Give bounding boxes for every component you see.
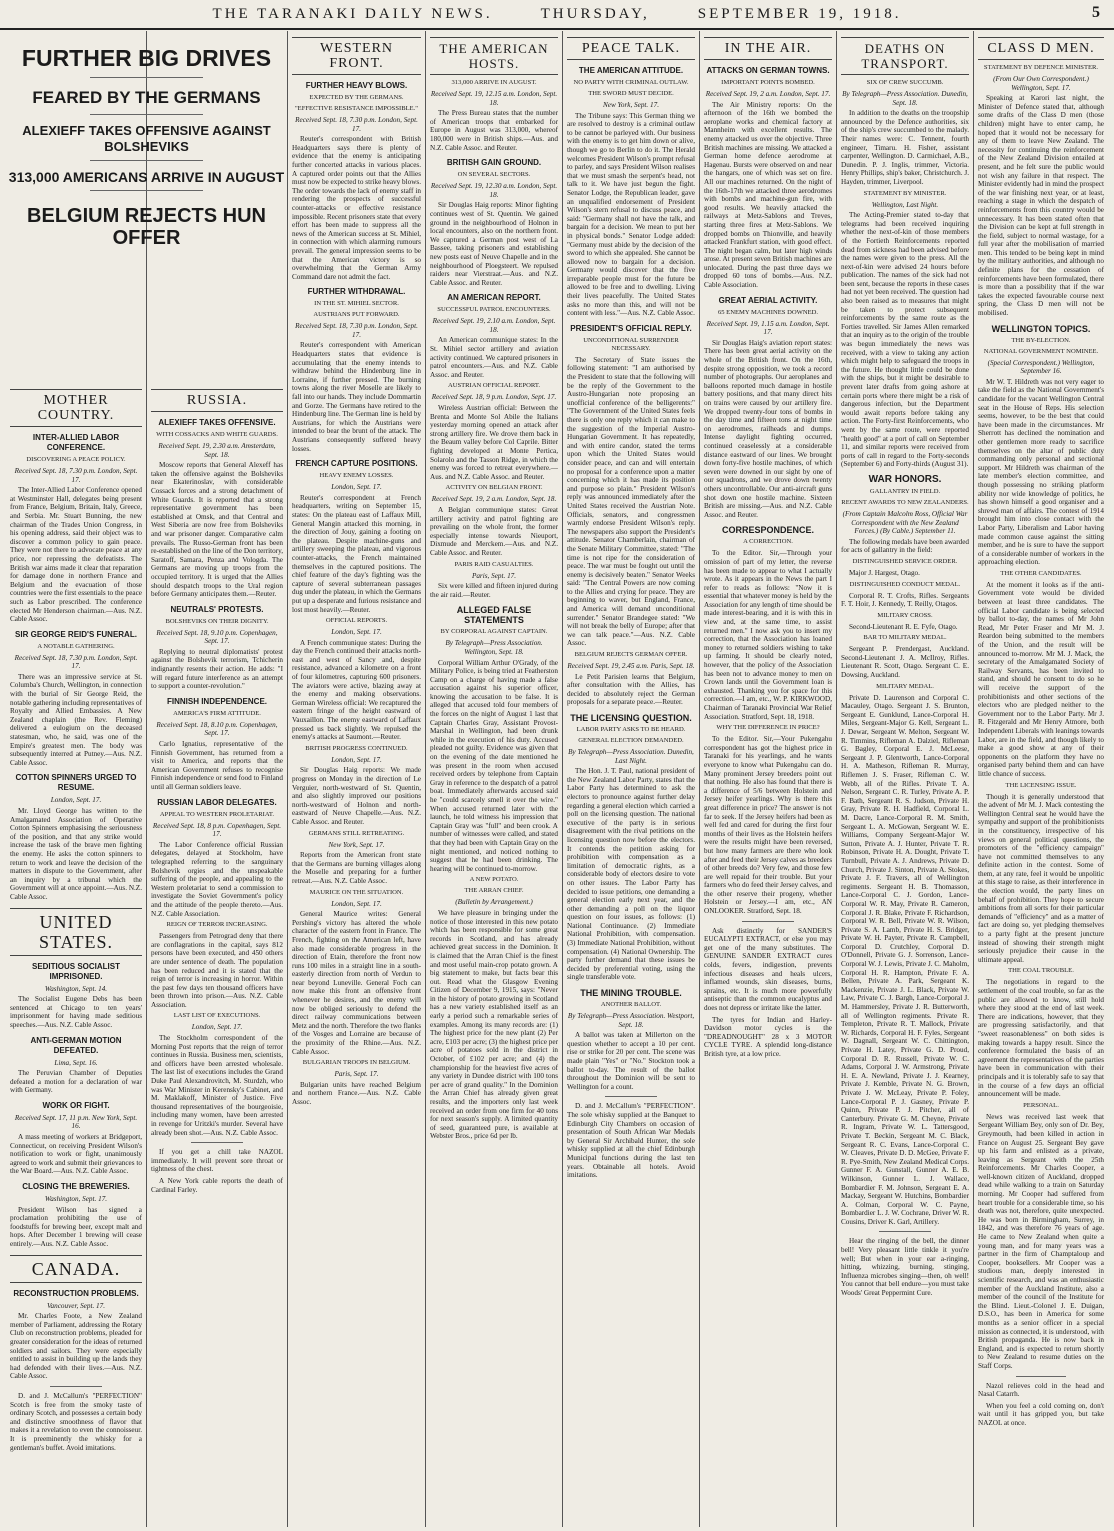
subheadline: STATEMENT BY DEFENCE MINISTER. <box>983 64 1099 71</box>
article-body: Sir Douglas Haig's aviation report states: There has been great aerial activity on the whole of the British front. On the 16th, despite strong opposition, we took a record number of photographs. Our aeroplanes and balloons reported much damage in hostile battery positions, and that many direct hits on trains were caused by our artillery fire. We dropped twenty-four tons of bombs in the day time and fifteen tons at night time on aerodromes, railheads and dumps. Intense daylight fighting occurred, continued ceaselessly at a considerable distance eastward of our lines. We brought down forty-five hostile machines, of which seven were downed in our sight by one of our squadrons, and we drove down twenty others uncontrollable. Our anti-aircraft guns shot down one hostile machine. Sixteen British are missing.—Aus. and N.Z. Cable Assoc. and Reuter. <box>704 338 832 519</box>
article-body: News was received last week that Sergeant William Bey, only son of Dr. Bey, Greymouth, had been killed in action in France on August 25. Sergeant Bey gave up his farm and enlisted as a private, leaving as Sergeant with the 25th Reinforcements. Mr Charles Cooper, a well-known citizen of Auckland, dropped dead while walking to a train on Saturday morning. Mr Cooper had suffered from heart trouble for a considerable time, so his death was not, therefore, quite unexpected. He was born in Birmingham, Surrey, in 1842, and was therefore 76 years of age. He came to New Zealand when quite a young man, and for many years was a partner in the firm of Champtaloup and Cooper, booksellers. Mr Cooper was a studious man, deeply interested in scientific research, and was an enthusiastic member of the Auckland Institute, also a member of the council of the Institute for the Blind. Lieut.-Colonel J. E. Duigan, D.S.O., has been in America for some months as a senior officer in a special mission as connected, it is understood, with British propaganda. He is now back in England, and is expected to return shortly to New Zealand to resume duties on the Staff Corps. <box>978 1112 1104 1370</box>
subheadline: GALLANTRY IN FIELD. <box>869 487 941 495</box>
subheadline: ACTIVITY ON BELGIAN FRONT. <box>445 484 543 492</box>
headline: FURTHER HEAVY BLOWS. <box>305 81 408 90</box>
headline: COTTON SPINNERS URGED TO RESUME. <box>15 773 137 793</box>
masthead-date: SEPTEMBER 19, 1918. <box>697 5 902 22</box>
subheadline: 65 ENEMY MACHINES DOWNED. <box>717 308 819 316</box>
lead-subheadline: FEARED BY THE GERMANS <box>32 88 261 107</box>
column-8 <box>974 31 1108 1527</box>
subheadline: "EFFECTIVE RESISTANCE IMPOSSIBLE." <box>294 105 418 112</box>
article-body: To the Editor. Sir,—Your Pukengahu correspondent has got the highest price in Taranaki for his yearlings, and he wants everyone to know what Pukengahu can do. Many prominent Jersey breeders point out that nothing. He also has found that there is a difference of 5/6 between Holstein and Jersey heifer yearlings. Why is there this great difference in price? The answer is not far to seek. If the Jersey heifers had been as well fed and cared for during the first four months of their lives as the Holstein heifers were the results might have been reversed, but how many farmers are there who look after and feed their Jersey calves as breeders of other breeds do? Very few, and those few are well repaid for their trouble. But your farmers who do feed their Jersey calves, and the other reserve their progeny, whether Holstein or Jersey.—I am, etc., AN ONLOOKER. Stratford, Sept. 18. <box>704 735 832 916</box>
dateline: (Bulletin by Arrangement.) <box>455 898 533 907</box>
dateline: Paris, Sept. 17. <box>334 1070 379 1079</box>
dateline: New York, Sept. 17. <box>328 840 385 849</box>
subheadline: A NEW POTATO. <box>469 876 519 884</box>
dateline: London, Sept. 17. <box>50 796 102 805</box>
article-body: Sir Douglas Haig reports: Minor fighting continues west of St. Quentin. We gained ground in the neighbourhood of Holnon in local encounters, also on the northern front. We captured a German post west of La Bassee, taking prisoners and establishing new posts east of Neuve Chapelle and in the neighbourhood of Ploegsteert. We repulsed raiders near Vierstraat.—Aus. and N.Z. Cable Assoc. and Reuter. <box>430 201 558 287</box>
subheadline: BOLSHEVIKS ON THEIR DIGNITY. <box>165 617 269 625</box>
section-american-hosts: THE AMERICAN HOSTS. <box>430 37 558 75</box>
headline: ALLEGED FALSE STATEMENTS <box>456 605 532 626</box>
headline: PRESIDENT'S OFFICIAL REPLY. <box>570 323 692 333</box>
subheadline: STATEMENT BY MINISTER. <box>863 189 947 197</box>
headline: SIR GEORGE REID'S FUNERAL. <box>15 629 137 639</box>
subheadline: THE LICENSING ISSUE. <box>1005 781 1077 789</box>
article-body: Mr. Lloyd George has written to the Amalgamated Association of Operative Cotton Spinners emphasising the seriousness of the position, and that any strike would increase the task of the brave men fighting the enemy. He asks the cotton spinners to return to work and leave the decision of the matters in dispute to the Government, after an inquiry by a tribunal which the Government will at once appoint.—Aus. N.Z. Cable Assoc. <box>10 807 142 901</box>
dateline: New York, Sept. 17. <box>602 101 660 109</box>
article-body: The Inter-Allied Labor Conference opened at Westminster Hall, delegates being present from France, Belgium, Britain, Italy, Greece, and Serbia. Mr. Stuart Bunning, the new chairman of the Trades Union Congress, in his opening address, said their object was to discover a common policy to gain peace. They were not there to advocate peace at any price, nor repressing the defeatists. The British war aims made it clear that reparation for damage done in northern France and Belgium and the evacuation of those countries were the first essentials to the peace such as Labor prescribed. The conference elected Mr Henderson chairman.—Aus. N.Z. Cable Assoc. <box>10 486 142 624</box>
dateline: London, Sept. 17. <box>331 899 382 908</box>
lead-headline: FURTHER BIG DRIVES <box>21 45 272 71</box>
dateline: Received Sept. 19, 2.10 a.m. London, Sept. 18. <box>432 317 556 334</box>
subheadline: HEAVY ENEMY LOSSES. <box>319 472 394 480</box>
subheadline: THE OTHER CANDIDATES. <box>1000 569 1082 577</box>
subheadline: BELGIUM REJECTS GERMAN OFFER. <box>574 651 688 659</box>
dateline: Received Sept. 17, 11 p.m. New York, Sept. 16. <box>14 1113 138 1131</box>
lead-subheadline: BELGIUM REJECTS HUN OFFER <box>27 205 266 249</box>
subheadline: THE SWORD MUST DECIDE. <box>588 90 674 97</box>
subheadline: LABOR PARTY ASKS TO BE HEARD. <box>576 726 686 733</box>
advertisement: If you get a chill take NAZOL immediately. It will prevent sore throat or tightness of the chest. <box>151 1148 283 1174</box>
column-7 <box>837 31 974 1527</box>
section-deaths-on-transport: DEATHS ON TRANSPORT. <box>841 37 969 75</box>
article-body: Mr W. T. Hildreth was not very eager to take the field as the National Government's candidate for the vacant Wellington Central seat in the House of Reps. His selection seems, however, to be the best that could have been made in the circumstances. Mr Sherrott has declined the nomination and other gentlemen more ready to sacrifice themselves on the altar of public duty commanding only personal and sectional support. Mr Hildreth was chairman of the late member's election committee, and though possessing no striking platform ability nor wide knowledge of politics, he has shown himself a good organiser and a shrewd man of affairs. The contest of 1914 brought him into close contact with the Labor Party, Liberalism and Labor having made common cause against the sitting member, and he is sure to have the support of a considerable number of workers in the approaching election. <box>978 377 1104 567</box>
article-body: Reports from the American front state that the Germans are burning villages along the Moselle and preparing for a further retreat.—Aus. N.Z. Cable Assoc. <box>292 851 421 885</box>
headline: SEDITIOUS SOCIALIST IMPRISONED. <box>31 961 120 981</box>
section-mother-country: MOTHER COUNTRY. <box>10 389 142 427</box>
headline: RUSSIAN LABOR DELEGATES. <box>157 797 277 807</box>
dateline: Received Sept. 18, 9 p.m. London, Sept. 17. <box>431 393 557 402</box>
subheadline: DISTINGUISHED CONDUCT MEDAL. <box>849 580 961 588</box>
article-body: President Wilson has signed a proclamation prohibiting the use of foodstuffs for brewing beer, except malt and hops. After December 1 brewing will cease entirely.—Aus. N.Z. Cable Assoc. <box>10 1205 142 1248</box>
headline: WAR HONORS. <box>868 473 942 485</box>
dateline: Washington, Sept. 17. <box>44 1195 108 1204</box>
article-body: The following medals have been awarded for acts of gallantry in the field: <box>841 537 969 555</box>
article-body: Private D. Laurenson and Corporal C. Macauley, Otago. Sergeant J. S. Brunton, Sergeant E. Gunklund, Lance-Corporal H. Miles, Sergeant-Major G. Kell, Sergeant L. J. Dewar, Sergeant W. Melton, Sergeant W. R. Timmins, Rifleman A. Dalziel, Rifleman G. Bagley, Corporal E. J. McLeese, Sergeant J. P. Glentworth, Lance-Corporal H. A. Matheson, Rifleman R. Murray, Riflemen J. S. Fraser, Rifleman C. W. Webb, all of the Rifles. Private T. A. Nelson, Sergeant C. R. Turley, Private A. P. F. Bath, Sergeant R. S. Judson, Private H. Gray, Private R. H. Hadfield, Corporal L. M. Dacre, Lance-Corporal R. M. Smith, Sergeant L. A. McGowan, Sergeant W. E. Williams, Company Sergeant-Major W. Sutton, Private A. J. Hunter, Private T. R. Robinson, Private H. A. Dought, Private T. Turnbull, Private A. J. Andrews, Private D. Church, Private J. Sinton, Private A. Stokes, Private J. F. Travers, all of Wellington regiments. Sergeant H. B. Thomasson, Lance-Corporal C. J. Gordon, Lance-Corporal W. R. May, Private R. Cameron, Corporal J. R. Blake, Private F. Richardson, Corporal W. R. Bell, Private W. R. Wilson, Private S. A. Lamb, Private H. S. Bridger, Private W. H. Payter, Private R. Campbell, Corporal D. Crutchley, Corporal D. O'Donnell, Private G. J. Sorrenson, Lance-Corporal W. J. Lewis, Private J. C. Maholm, Corporal H. R. Hampton, Private F. A. Bellen, Private A. Park, Sergeant K. Mackenzie, Private J. L. Black, Private W. Law, Private C. J. Bargh, Lance-Corporal J. M. Hammersley, Private J. R. Butterworth, all of Wellington regiments. Private R. Templeton, Private R. T. Mallock, Private W. Richards, Corporal H. F. Fyles, Sergeant W. Dagnall, Sergeant W. C. Chittington, Private H. Latey, Private G. D. Proud, Corporal D. R. Russell, Private W. C. Adams, Corporal J. W. Armstrong, Private H. E. A. Newland, Private J. J. Kearney, Private J. Kemble, Private N. G. Brown, Private J. W. McLeay, Private P. Foley, Lance-Corporal P. J. Gasney, Private P. Quinn, Private P. J. Pitcher, all of Canterbury. Private G. M. Cheyne, Private R. Ingram, Private W. L. Tattersgood, Private T. Beckin, Sergeant M. C. Black, Sergeant R. C. Evans, Lance-Corporal C. W. Cleaves, Private D. D. McGee, Private F. R. Pye-Smith, New Zealand Medical Corps. Gunner F. A. Gunstall, Gunner A. E. B. Wilkinson, Gunner L. J. Wallace, Bombardier F. M. Johnson, Sergeant E. A. Mackay, Sergeant W. Hutchins, Bombardier A. Colman, Corporal W. C. Payne, Bombardier L. J. W. Cochrane, Driver W. R. Cousins, Driver K. Garl, Artillery. <box>841 693 969 1226</box>
article-body: In addition to the deaths on the troopship announced by the Defence authorities, six of the ship's crew succumbed to the malady. Their names were: C. Tennent, fourth engineer, Timaru. H. Fisher, assistant carpenter, Wellington. D. Carmichael, A.B., Dunedin. P. J. Inglis, trimmer, Victoria. Henry Phillips, ship's baker, Christchurch. J. Hayden, trimmer, Liverpool. <box>841 109 969 186</box>
dateline: Received Sept. 19, 1.15 a.m. London, Sept. 17. <box>706 319 830 337</box>
headline: WELLINGTON TOPICS. <box>991 323 1091 334</box>
article-body: The Secretary of State issues the following statement: "I am authorised by the President to state that the following will be the reply of the Government to the Austro-Hungarian note proposing an unofficial conference of the belligerents:" "The Government of the United States feels there is only one reply which it can make to the suggestion of the Imperial Austro-Hungarian Government. It has repeatedly, and with entire candor, stated the terms upon which the United States would consider peace, and can and will entertain no proposal for a conference upon a matter concerning which it has made its position and purpose so plain." President Wilson's reply was announced immediately after the United States received the Austrian Note. Officials, senators, and congressmen warmly endorse President Wilson's reply. The newspapers also support the President's attitude. Senator Chamberlain, chairman of the Senate Military Committee, stated: "The time is not ripe for the consideration of peace. The war must be fought out until the enemy is decisively beaten." Senator Weeks said: "The Central Powers are now coming to the Allies and crying for peace. They are beginning to waver, but England, France, and America will demand unconditional surrender." Senator Brandegee stated: "We will not break the belly of Europe; after that we can talk peace."—Aus. N.Z. Cable Assoc. <box>567 355 695 648</box>
article-body: Wireless Austrian official: Between the Brenta and Monte Sol Abile the Italians yesterday morning opened an attack after strong artillery fire. We drove them back in the Beaum valley before Col Caprile. Bitter fighting developed at Monte Pertica, Solarolo and the Tasson Ridge, in which the enemy was forced to retreat everywhere.—Aus. and N.Z. Cable Assoc. and Reuter. <box>430 404 558 481</box>
article-body: The Acting-Premier stated to-day that telegrams had been received inquiring whether the next-of-kin of those members of the Fortieth Reinforcements reported dead from sickness had been advised before the names were given to the press. All the next-of-kin were advised 24 hours before publication. The names of the sick had not been sent, because the reports in these cases had not yet been received. The question had also been raised as to measures that might be taken to protect subsequent reinforcements by the same route as the Forties travelled. Sir James Allen remarked that an inquiry as to the origin of the trouble was begun immediately the news was received, with a view to taking any action which might help to safeguard the troops in the future. He thought little could be done with the ships, but it might be desirable to prevent later drafts from going ashore at certain ports where there might be a risk of dangerous infection, but the Department would await reports before taking any action. The Forty-first Reinforcements, who went by the same route, were reported "health good" at a port of call on September 11, and similar reports were received from ports of call in regard to the Forty-seconds (September 6) and Forty-thirds (August 31). <box>841 211 969 469</box>
article-body: Though it is generally understood that the advent of Mr M. J. Mack contesting the Wellington Central seat he would have the sympathy and support of the prohibitionists in the constituency, irrespective of his views on general political questions, the promoters of the "efficiency campaign" have not committed themselves to any definite action in the contest. Some of them, at any rate, feel it would be unpolitic at this stage to raise, as their interference in the election would, the party lines on behalf of prohibition. They hope to secure ambitions from all sorts for their particular demands of "efficiency" and as a matter of fact are doing so, yet pledging themselves to a party fight at the present juncture instead of showing their strength might seriously prejudice their cause in the ultimate appeal. <box>978 792 1104 964</box>
subheadline: APPEAL TO WESTERN PROLETARIAT. <box>159 810 275 818</box>
advertisement: When you feel a cold coming on, don't wait until it has gripped you, but take NAZOL at once. <box>978 1401 1104 1427</box>
article-body: Sergeant P. Prendergast, Auckland. Second-Lieutenant J. A. McIlroy, Rifles. Lieutenant R. Scott, Otago. Sergeant C. E. Dowsing, Auckland. <box>841 645 969 680</box>
subheadline: EXPECTED BY THE GERMANS. <box>309 94 404 101</box>
subheadline: DISCOVERING A PEACE POLICY. <box>26 456 126 463</box>
dateline: Wellington, Last Night. <box>871 200 939 209</box>
column-3 <box>288 31 426 1527</box>
section-russia: RUSSIA. <box>151 389 283 412</box>
headline: BRITISH GAIN GROUND. <box>446 158 542 168</box>
headline: AN AMERICAN REPORT. <box>447 293 541 303</box>
article-body: Reuter's correspondent with American Headquarters states that evidence is accumulating that the enemy intends to withdraw behind the Hindenburg line in Lorraine, if further pressed. The burning towns along the river Moselle are likely to fall into our hands. They include Dommartin and Gorze. The Germans have retired to the Hindenburg line. The German line is held by Austrians, for which the Austrians were intended to bear the brunt of the attack. The Austrians consequently suffered heavy losses. <box>292 341 421 453</box>
headline: CLOSING THE BREWERIES. <box>22 1182 130 1192</box>
article-body: We have pleasure in bringing under the notice of those interested in this new potato which has been responsible for some great records in Scotland, and has already achieved great success in the Dominion. It is claimed that the Arran Chief is the finest and most useful main-crop potato grown. A big statement to make, but facts bear this out. Read what the Glasgow Evening Citizen of December 9, 1915, says: "Never in the history of potato growing in Scotland has a new variety established itself as an early a period such a remarkable series of examples. Among its many records are: (1) The highest price for the new plant (2) Per acre, £103 per acre; (3) the highest price per acre of potatoes sold in the district in October, of £102 per acre; and (4) the championship for the heaviest five acres of any variety in Dundee district with 100 tons per acre of grand quality." In the Dominion the Arran Chief has already given great results, and the importers only last week received an order from one firm for 40 tons for next season's supply. A limited quantity of seed, guaranteed pure, is available at Webster Bros., price 6d per lb. <box>430 908 558 1141</box>
subheadline: THE ARRAN CHIEF. <box>464 887 524 895</box>
subheadline: IN THE ST. MIHIEL SECTOR. <box>314 300 399 308</box>
subheadline: BY CORPORAL AGAINST CAPTAIN. <box>440 628 548 636</box>
headline: INTER-ALLIED LABOR CONFERENCE. <box>32 433 120 452</box>
subheadline: OFFICIAL REPORTS. <box>325 617 388 625</box>
dateline: Received Sept. 18, 7.30 p.m. London, Sept. 17. <box>14 467 138 484</box>
subheadline: ON SEVERAL SECTORS. <box>457 171 531 179</box>
headline: ATTACKS ON GERMAN TOWNS. <box>706 66 830 75</box>
headline: FRENCH CAPTURE POSITIONS. <box>295 459 418 469</box>
article-body: There was an impressive service at St. Columba's Church, Wellington, in connection with the burial of Sir George Reid, the notable gathering including representatives of Royalty and Allied Embassies. A New Zealand chaplain (the Rev. Fleming) delivered a eulogium on the deceased statesman, who, he said, was one of the Empire's greatest men. The body was subsequently interred at Putney.—Aus. N.Z. Cable Assoc. <box>10 672 142 767</box>
headline: THE MINING TROUBLE. <box>580 988 682 999</box>
subheadline: 313,000 ARRIVE IN AUGUST. <box>451 79 537 86</box>
subheadline: PARIS RAID CASUALTIES. <box>454 560 534 568</box>
subheadline: GERMANS STILL RETREATING. <box>308 829 405 837</box>
subheadline: BRITISH PROGRESS CONTINUED. <box>305 744 408 752</box>
subheadline: IMPORTANT POINTS BOMBED. <box>721 79 815 86</box>
section-western-front: WESTERN FRONT. <box>292 37 421 75</box>
dateline: (Special Correspondent.) Wellington, September 16. <box>987 358 1095 376</box>
page-number: 5 <box>1092 4 1100 21</box>
subheadline: WHY THE DIFFERENCE IN PRICE? <box>716 724 820 732</box>
article-body: A Belgian communique states: Great artillery activity and patrol fighting are prevailing on the whole front, the former especially intense towards Nieuport, Dixmude and Merckem.—Aus. and N.Z. Cable Assoc. and Reuter. <box>430 505 558 557</box>
masthead <box>0 0 1114 30</box>
article-body: Bulgarian units have reached Belgium and northern France.—Aus. N.Z. Cable Assoc. <box>292 1080 421 1106</box>
subheadline: AUSTRIAN OFFICIAL REPORT. <box>447 382 541 390</box>
article-body: At the moment it looks as if the anti-Government vote would be divided between at least three candidates. The official Labor candidate is being selected by ballot to-day, the names of Mr John Read, Mr Peter Fraser and Mr M. J. Reardon being submitted to the members of the Union, and the result will be announced to-morrow. Mr M. J. Mack, the secretary of the Amalgamated Society of Railway Servants, has been invited to stand, and should he consent to do so he will receive the support of the prohibitionists and other sections of the electors who are pledged neither to the Government nor to the Labor Party. Mr J. R. Fitzgerald and Mr Henry Atmore, both Independent Liberals with leanings towards Labor, are in the field, and though likely to make a good show at any of their opponents on the platform they have no organised party behind them and can have little chance of success. <box>978 580 1104 778</box>
article-body: Second-Lieutenant R. E. Fyfe, Otago. <box>849 622 958 631</box>
subheadline: WITH COSSACKS AND WHITE GUARDS. <box>156 431 278 438</box>
section-in-the-air: IN THE AIR. <box>704 37 832 60</box>
dateline: London, Sept. 17. <box>331 483 382 492</box>
dateline: Received Sept. 19, 12.15 a.m. London, Sept. 18. <box>430 90 558 107</box>
subheadline: NO PARTY WITH CRIMINAL OUTLAW. <box>573 79 689 86</box>
article-body: Reuter's correspondent at French headquarters, writing on September 15, states: On the plateau east of Laffaux Mill, General Mangin attacked this morning, in the direction of Jouy, gaining a footing on the plateau. Despite machine-guns and artillery sweeping the plateau, and vigorous counter-attacks, the French maintained themselves in the captured positions. The chief feature of the day's fighting was the capture of several subterranean passages dug under the plateau, in which the Germans put up a desperate and furious resistance and lost most heavily.—Reuter. <box>292 493 421 614</box>
subheadline: MILITARY CROSS. <box>877 611 933 619</box>
dateline: Received Sept. 19, 12.30 a.m. London, Sept. 18. <box>430 182 558 199</box>
article-body: A ballot was taken at Millerton on the question whether to accept a 10 per cent. rise or strike for 20 per cent. The scene was made plain "Yes" or "No." Stockton took a ballot to-day. The result of the ballot throughout the Dominion will be sent to Wellington for a count. <box>567 1031 695 1091</box>
subheadline: MILITARY MEDAL. <box>876 682 934 690</box>
subheadline: REIGN OF TERROR INCREASING. <box>166 921 268 929</box>
headline: THE LICENSING QUESTION. <box>570 713 692 723</box>
article-body: Corporal R. T. Crofts, Rifles. Sergeants F. T. Hoir, J. Kennedy, T. Reilly, Otagos. <box>841 591 969 609</box>
article-body: Carlo Ignatius, representative of the Finnish Government, has returned from a visit to America, and reports that the American Government refuses to recognise Finnish independence or send food to Finland until all German soldiers leave. <box>151 740 283 791</box>
subheadline: A CORRECTION. <box>743 538 793 546</box>
article-body: Moscow reports that General Alexeff has taken the offensive against the Bolsheviks near Ekaterinoslav, with considerable Cossack forces and a strong detachment of White Guards. It is reported that a strong representative government has been established at Omsk, and that Central and West Siberia are now free from Bolsheviks and war prisoner danger. Comparative calm prevails. The Russo-German front has been re-established on the line of the Don territory, Saratoff, Samara, Penza and Vologda. The Germans are moving up troops from the occupied territory. It is urged that the Allies should despatch troops to the Ural region before Germany anticipates them.—Reuter. <box>151 461 283 599</box>
headline: FURTHER WITHDRAWAL. <box>307 287 406 297</box>
dateline: By Telegraph—Press Association. Wellington, Sept. 18. <box>445 639 543 656</box>
column-6 <box>700 31 837 1527</box>
article-body: Reuter's correspondent with British Headquarters says there is plenty of evidence that the enemy is anticipating further concerted attacks in various places. A captured order points out that the Allies must now be expected to strike heavy blows. The order towards the lack of enemy staff in rendering the prospects of successful counter-attacks or effective resistance impossible. Recent prisoners state that every effort has been made to suppress all the news of the American success at St. Mihiel, in connection with which alarming rumours prevail. The general impression seems to be that the American victory is so overwhelming that the German Army Command dare not admit the fact. <box>292 135 421 281</box>
subheadline: THE BY-ELECTION. <box>1011 336 1071 344</box>
masthead-title: THE TARANAKI DAILY NEWS. <box>212 5 493 22</box>
dateline: Washington, Sept. 14. <box>44 984 108 993</box>
subheadline: BAR TO MILITARY MEDAL. <box>863 634 947 642</box>
subheadline: THE COAL TROUBLE. <box>1008 967 1074 975</box>
article-body: Speaking at Karori last night, the Minister of Defence stated that, although some drafts of the Class D men (those children) might have to enter camp, he hoped that it would not be necessary for any of them to leave New Zealand. The necessity for continuing the reinforcement of the New Zealand Division entailed at present, and he felt sure the public would not wish any failure in that respect. The Minister evidently had in mind the prospect of the war finishing next year, or at least, reaching a stage in which the despatch of reinforcements from this country would be unnecessary. It has been stated often that the Division can be kept at full strength in the field, subject to normal wastage, for a full year after the mobilisation of married men. This tended to be being kept in mind by the military authorities, and although no definite plans for the cessation of reinforcements have been formulated, there is more than a possibility that if the war takes the expected favourable course next spring, the Class D men will not be mobilised. <box>978 94 1104 318</box>
subheadline: SIX OF CREW SUCCUMB. <box>866 79 944 86</box>
dateline: Received Sept. 19, 2.30 a.m. Amsterdam, Sept. 18. <box>158 442 276 459</box>
article-body: A mass meeting of workers at Bridgeport, Connecticut, on receiving President Wilson's notification to work or fight, unanimously agreed to work and submit their grievances to the War Board.—Aus. N.Z. Cable Assoc. <box>10 1133 142 1176</box>
lead-subheadline: ALEXIEFF TAKES OFFENSIVE AGAINST BOLSHEVIKS <box>22 123 271 154</box>
dateline: Received Sept. 18, 8 p.m. Copenhagen, Sept. 17. <box>152 821 282 839</box>
dateline: Received Sept. 18, 8.10 p.m. Copenhagen, Sept. 17. <box>156 720 278 738</box>
article-body: The Tribune says: This German thing we are resolved to destroy is a criminal outlaw to be cannot be parleyed with. Our business with the enemy is to get him down or alive, though we go to Berlin to do it. The Herald welcomes President Wilson's prompt refusal to parley, and says President Wilson realises that we must smash the serpent's head, not talk to it. We have just begun the fight. Senator Lodge, the Republican leader, gave an unqualified endorsement of President Wilson's stern refusal to discuss peace, and said: "Germany shall not have the talk, and bargain for a decision. We mean to put her in physical bonds." Senator Lodge added: "Germany must abide by the decision of the sword to which she appealed. She cannot be allowed now to bargain for a decision. Germany would discover that the five irreparable people must for the future be allowed to be free and to dwelling. Living their lives peacefully. The United States asks no more than this, and will not be content with less."—Aus. N.Z. Cable Assoc. <box>567 111 695 318</box>
section-class-d-men: CLASS D MEN. <box>978 37 1104 60</box>
dateline: By Telegraph—Press Association. Dunedin, Sept. 18. <box>842 90 968 107</box>
advertisement: The tyres for Indian and Harley-Davidson motor cycles is the "DREADNOUGHT" 28 x 3 MOTOR CYCLE TYRE. A splendid long-distance British tyre, at a low price. <box>704 1015 832 1058</box>
dateline: By Telegraph—Press Association. Westport, Sept. 18. <box>567 1012 695 1029</box>
article-body: The Air Ministry reports: On the afternoon of the 16th we bombed the aeroplane works and chemical factory at Mannheim with excellent results. The enemy attacked us over the objective. Three British machines are missing. We attacked a German home defence aerodrome at Hagenau. Bursts were observed on and near the hangars, one of which was set on fire. All our machines returned. On the night of the 16th-17th we attacked three aerodromes with bombs and machine-gun fire, with good results. We heavily attacked the railways at Metz-Sablons and Treves, starting three fires at Metz-Sablons. We dropped bombs on Thionville, and heavily attacked Frankfurt station, with good effect. The night began calm, but later high winds arose. At present seven British machines are unlocated. During the past three days we dropped 60 tons of bombs.—Aus. N.Z. Cable Association. <box>704 100 832 290</box>
dateline: Paris, Sept. 17. <box>471 571 517 580</box>
dateline: (From Captain Malcolm Ross, Official War Correspondent with the New Zealand Forces.) (By Cable.) September 11. <box>842 509 968 536</box>
headline: CORRESPONDENCE. <box>721 525 814 536</box>
section-united-states: UNITED STATES. <box>10 908 142 956</box>
dateline: Received Sept. 18, 7.30 p.m. London, Sept. 17. <box>295 322 418 339</box>
article-body: The Peruvian Chamber of Deputies defeated a motion for a declaration of war with Germany. <box>10 1069 142 1095</box>
dateline: Received Sept. 19, 2 a.m. London, Sept. 18. <box>431 495 557 504</box>
article-body: Mr. Charles Foote, a New Zealand member of Parliament, addressing the Rotary Club on reconstruction problems, pleaded for greater consideration for the ideas of returned soldiers and sailors. They were especially entitled to assist in building up the lands they had defended with their lives.—Aus. N.Z. Cable Assoc. <box>10 1312 142 1381</box>
dateline: Received Sept. 18, 7.30 p.m. London, Sept. 17. <box>295 116 418 133</box>
article-body: The Socialist Eugene Debs has been sentenced at Chicago to ten years' imprisonment for having made seditious speeches.—Aus. N.Z. Cable Assoc. <box>10 995 142 1029</box>
section-canada: CANADA. <box>10 1255 142 1283</box>
advertisement: D. and J. McCallum's "PERFECTION" Scotch is free from the smoky taste of ordinary Scotch, and possesses a certain body and distinctive smoothness of flavor that makes it a revelation to even the connoisseur. It is preeminently the whisky for a gentleman's buffet. Avoid imitations. <box>10 1391 142 1452</box>
subheadline: GENERAL ELECTION DEMANDED. <box>578 737 684 744</box>
subheadline: PERSONAL. <box>1023 1101 1059 1109</box>
headline: FINNISH INDEPENDENCE. <box>166 696 267 706</box>
subheadline: AUSTRIANS PUT FORWARD. <box>313 311 400 319</box>
dateline: (From Our Own Correspondent.) Wellington, Sept. 17. <box>993 75 1089 92</box>
subheadline: ANOTHER BALLOT. <box>600 1001 662 1009</box>
dateline: Received Sept. 18, 7.30 p.m. London, Sept. 17. <box>14 653 138 671</box>
columns <box>6 31 1108 1527</box>
article-body: The Press Bureau states that the number of American troops that embarked for Europe in August was 313,000, whereof 180,000 were in British ships.—Aus. and N.Z. Cable Assoc. and Reuter. <box>430 109 558 152</box>
dateline: London, Sept. 17. <box>331 628 382 637</box>
article-body: Major J. Hargest, Otago. <box>849 568 920 577</box>
article-body: A New York cable reports the death of Cardinal Farley. <box>151 1176 283 1194</box>
headline: RECONSTRUCTION PROBLEMS. <box>13 1288 139 1298</box>
article-body: Six were killed and fifteen injured during the air raid.—Reuter. <box>430 582 558 599</box>
dateline: London, Sept. 17. <box>191 1023 243 1032</box>
subheadline: NATIONAL GOVERNMENT NOMINEE. <box>983 347 1099 355</box>
subheadline: RECENT AWARDS TO NEW ZEALANDERS. <box>841 498 969 506</box>
headline: NEUTRALS' PROTESTS. <box>170 604 264 614</box>
lead-subheadline: 313,000 AMERICANS ARRIVE IN AUGUST <box>8 169 285 185</box>
article-body: Le Petit Parisien learns that Belgium, after consultation with the Allies, has decided to absolutely reject the German proposals for a separate peace.—Reuter. <box>567 672 695 707</box>
article-body: An American communique states: In the St. Mihiel sector artillery and aviation activity continued. We captured prisoners in patrol encounters.—Aus. and N.Z. Cable Assoc. and Reuter. <box>430 336 558 379</box>
article-body: The Hon. J. T. Paul, national president of the New Zealand Labor Party, states that the Labor Party has determined to ask the electors to pronounce against further delay regarding a general election which carried a poll on the licensing question. The national executive of the party is in serious disagreement with the rival petitions on the licensing question now before the electors. It contends the petition asking for prohibition with compensation as a limitation of democratic rights, as a considerable body of electors desire to vote on other issues. The Labor Party has decided to issue petitions, one demanding a general election early next year, and the other demanding a poll on the liquor question on four issues, as follows: (1) National Continuance. (2) Immediate National Prohibition, with compensation. (3) Immediate National Prohibition, without compensation. (4) National Ownership. The party further demand that these issues be decided by preferential voting, using the single transferable vote. <box>567 767 695 982</box>
dateline: Vancouver, Sept. 17. <box>46 1301 106 1310</box>
subheadline: LAST LIST OF EXECUTIONS. <box>173 1012 261 1020</box>
article-body: The Stockholm correspondent of the Morning Post reports that the reign of terror continues in Russia. Business men, scientists, and officers have been arrested wholesale. The last list of executions includes the Grand Duke Paul Alexandrovitch, M. Sturdzh, who was War Minister in Kerensky's Cabinet, and M. Maklakoff, Minister of Justice. Five thousand representatives of the bourgeoisie, including many women, have been arrested in revenge for Uritzki's murder. Several have already been shot.—Aus. N.Z. Cable Assoc. <box>151 1034 283 1137</box>
subheadline: MAURICE ON THE SITUATION. <box>309 888 404 896</box>
article-body: General Maurice writes: General Pershing's victory has altered the whole character of the eastern front in France. The French, fighting on the American left, have also made considerable progress in the direction of Etain, therefore the front now runs 100 miles in a straight line in a south-easterly direction from north of Verdun to near beyond Luneville. General Foch can now make this front an offensive front whenever he desires, and the enemy will now be obliged seriously to defend the direct railway communications between Metz and the north. Therefore the two flanks of the Vosges and Lorraine are because of the proximity of the Rhine.—Aus. N.Z. Cable Assoc. <box>292 910 421 1056</box>
dateline: By Telegraph—Press Association. Dunedin, Last Night. <box>568 748 694 765</box>
article-body: Sir Douglas Haig reports: We made progress on Monday in the direction of Le Verguier, north-westward of St. Quentin, and also slightly improved our positions north-westward of Holnon and north-eastward of Neuve Chapelle.—Aus. N.Z. Cable Assoc. and Reuter. <box>292 766 421 826</box>
subheadline: SUCCESSFUL PATROL ENCOUNTERS. <box>437 306 551 314</box>
article-body: A French communique states: During the day the French continued their attacks north-east and west of Sancy and, despite resistance, advanced a kilometre on a front of four kilometres, capturing 600 prisoners. The aviators were active, blazing away at the enemy and making observations. German Wireless official: We recaptured the eastern fringe of the height eastward of Vauxaillon. The enemy eastward of Laffaux pressed us back slightly. We repulsed the enemy's attacks at Saumont.—Reuter. <box>292 638 421 742</box>
advertisement: Nazol relieves cold in the head and Nasal Catarrh. <box>978 1381 1104 1399</box>
headline: GREAT AERIAL ACTIVITY. <box>718 295 818 305</box>
subheadline: BULGARIAN TROOPS IN BELGIUM. <box>302 1059 411 1067</box>
subheadline: DISTINGUISHED SERVICE ORDER. <box>852 557 958 565</box>
masthead-day: THURSDAY, <box>540 5 650 22</box>
dateline: Lima, Sept. 16. <box>54 1058 98 1067</box>
column-5 <box>563 31 700 1527</box>
headline: ANTI-GERMAN MOTION DEFEATED. <box>30 1035 122 1055</box>
headline: ALEXIEFF TAKES OFFENSIVE. <box>158 418 276 427</box>
dateline: Received Sept. 19, 2.45 a.m. Paris, Sept. 18. <box>567 662 695 671</box>
article-body: Passengers from Petrograd deny that there are conflagrations in the capital, says 812 persons have been executed, and 450 others are under sentence of death. The population has been reduced and it is stated that the reign of terror is increasing in horror. Within the past few days ten thousand officers have been thrown into prison.—Aus. N.Z. Cable Association. <box>151 932 283 1009</box>
subheadline: AMERICA'S FIRM ATTITUDE. <box>173 709 261 717</box>
section-peace-talk: PEACE TALK. <box>567 37 695 60</box>
advertisement: Ask distinctly for SANDER'S EUCALYPTI EXTRACT, or else you may get one of the many substitutes. The GENUINE SANDER EXTRACT cures colds, fevers, indigestion, prevents infectious diseases and heals ulcers, inflamed wounds, skin diseases, burns, sprains, etc. It is much more powerfully antiseptic than the common eucalyptus and does not depress or irritate like the latter. <box>704 926 832 1012</box>
article-body: The negotiations in regard to the settlement of the coal trouble, so far as the public are allowed to know, still hold where they stood at the end of last week. There are indications, however, that they are progressing satisfactorily, and that "sweet reasonableness" on both sides is making towards a happy result. Since the conference formulated the basis of an agreement the representatives of the parties have been in communication with their principals and it is tolerably safe to say that in the course of a few days an official announcement will be made. <box>978 978 1104 1099</box>
advertisement: Hear the ringing of the bell, the dinner bell! Very pleasant little tinkle it you're well; But when in your ear a-ringing, hitting, whizzing, burning, stinging, Influenza microbes singing—then, oh well! You cannot that bell endure—you must take Woods' Great Peppermint Cure. <box>841 1237 969 1298</box>
dateline: London, Sept. 17. <box>331 755 382 764</box>
lead-headlines <box>6 31 288 379</box>
dateline: Received Sept. 18, 9.10 p.m. Copenhagen, Sept. 17. <box>156 628 278 646</box>
article-body: Corporal William Arthur O'Grady, of the Military Police, is being tried at Featherston Camp on a charge of having made a false accusation against his superior officer, knowing the accusation to be false. It is alleged that accused told four members of the forces on the night of August 1 last that Captain Charles Gray, Assistant Provost-Marshal in Wellington, had been drunk while in the execution of his duty. Accused pleaded not guilty. Evidence was given that on the evening of the date mentioned he was present in the room when accused received orders by telephone from Captain Gray in reference to the despatch of a patrol boat. Immediately afterwards accused said he "could scarcely smell it over the wire." When accused returned later with the launch, he told witness his impression that Captain Gray was "full" and been crook. A number of witnesses were called, and stated that they had been with Captain Gray on the night mentioned, and noticed nothing to suggest that he had been drinking. The hearing will be continued to-morrow. <box>430 658 558 873</box>
article-body: To the Editor. Sir,—Through your omission of part of my letter, the reverse has been made to appear to what I actually wrote. As it appears in the News the part I refer to reads as follows: "Now it is essential that whatever money is held by the Association for any length of time should be made interest-bearing, and it is with this in view and, at the same time, to assist returned men." I now ask you to insert my correction, that the Association has loaned money to returned soldiers wishing to take up farming. It should be clearly noted, however, that the policy of the Association has been not to advance money to men on Crown lands until the Government loan is exhausted. Thanking you for space for this correction.—I am, etc., W. P. KIRKWOOD, Chairman of Taranaki Provincial War Relief Association. Stratford, Sept. 18, 1918. <box>704 549 832 721</box>
subheadline: UNCONDITIONAL SURRENDER NECESSARY. <box>583 336 679 352</box>
column-4 <box>426 31 563 1527</box>
headline: THE AMERICAN ATTITUDE. <box>578 66 684 75</box>
advertisement: D. and J. McCallum's "PERFECTION". The sole whisky supplied at the Banquet to Edinburgh City Chambers on occasion of presentation of South African War Medals by General Sir Archibald Hunter, the sole whisky supplied at all the chief Edinburgh Municipal functions during the last ten years. Obtainable all hotels. Avoid imitations. <box>567 1102 695 1180</box>
headline: WORK OR FIGHT. <box>42 1100 110 1110</box>
article-body: The Labor Conference official Russian delegates, delayed at Stockholm, have telegraphed referring to the sanguinary Bolshevik orgies and the unspeakable suffering of the people, and appealing to the Western proletariat to send a commission to investigate the Soviet Government's policy and the attitude of the people thereto.—Aus. N.Z. Cable Association. <box>151 840 283 918</box>
article-body: Replying to neutral diplomatists' protest against the Bolshevik terrorism, Tchicherin indignantly resents their action. He adds: "I will regard future interference as an attempt to support a counter-revolution." <box>151 647 283 691</box>
dateline: Received Sept. 19, 2 a.m. London, Sept. 17. <box>705 90 831 98</box>
subheadline: A NOTABLE GATHERING. <box>37 642 115 650</box>
